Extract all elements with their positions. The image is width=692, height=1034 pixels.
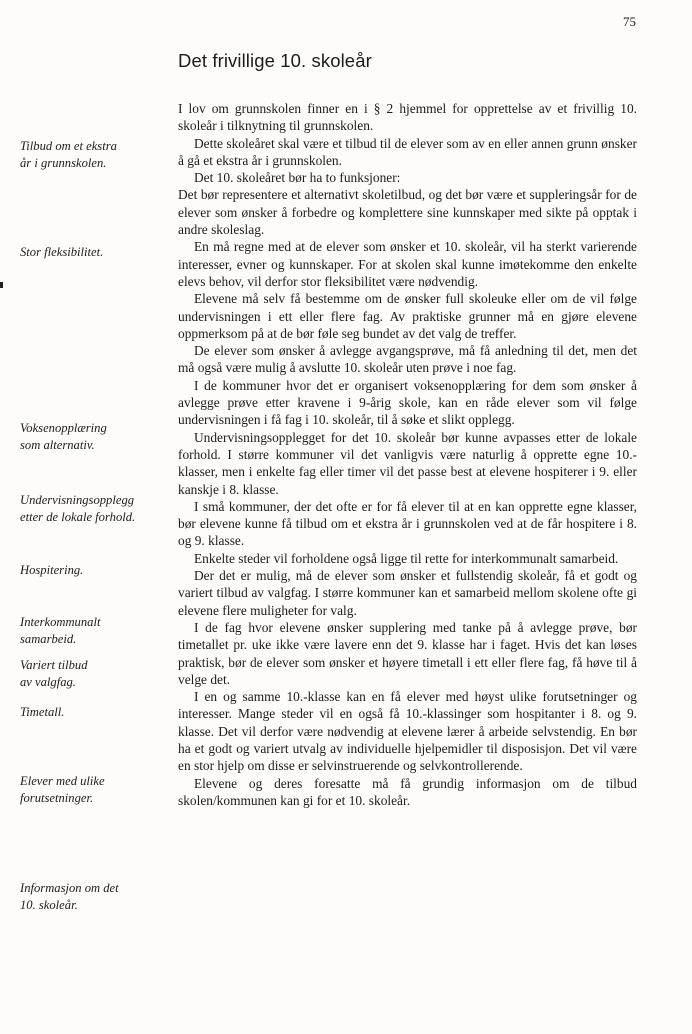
- paragraph: En må regne med at de elever som ønsker et 10. skoleår, vil ha sterkt varierende interesser, evner og kunnskaper. For at skolen skal kunne imøtekomme den enkelte elevs behov, vil derfor stor fleksibilitet være nødvendig.: [178, 239, 637, 289]
- margin-note-line: Interkommunalt: [20, 615, 101, 629]
- margin-note-line: Tilbud om et ekstra: [20, 139, 117, 153]
- paragraph: I små kommuner, der det ofte er for få elever til at en kan opprette egne klasser, bør elevene kunne få tilbud om et ekstra år i grunnskolen ved at de får hospitere i 8. og 9. klasse.: [178, 498, 637, 549]
- margin-note-forutsetninger: [20, 773, 170, 808]
- margin-note-undervisningsopplegg: [20, 492, 170, 527]
- paragraph: De elever som ønsker å avlegge avgangsprøve, må få anledning til det, men det må også være mulig å avslutte 10. skoleår uten prøve i noe fag.: [178, 343, 637, 376]
- margin-note-line: som alternativ.: [20, 438, 95, 453]
- margin-note-line: av valgfag.: [20, 675, 76, 690]
- paragraph: Enkelte steder vil forholdene også ligge til rette for interkommunalt samarbeid.: [194, 550, 619, 566]
- margin-note-informasjon: [20, 880, 170, 915]
- margin-note-line: Hospitering.: [20, 563, 84, 577]
- margin-note-line: Informasjon om det: [20, 881, 119, 895]
- paragraph: I lov om grunnskolen finner en i § 2 hjemmel for opprettelse av et frivillig 10. skoleår i tilknytning til grunnskolen.: [178, 101, 637, 134]
- paragraph: I en og samme 10.-klasse kan en få elever med høyst ulike forutsetninger og interesser. Mange steder vil en også få 10.-klassinger som hospitanter i 8. og 9. klasse. Det vil derfor være nødvendig at elevene lærer å arbeide selvstendig. En bør ha et godt og variert utvalg av individuelle hjelpemidler til disposisjon. Det vil være en stor hjelp om disse er selvinstruerende og selvkontrollerende.: [178, 689, 637, 774]
- paragraph: Undervisningsopplegget for det 10. skoleår bør kunne avpasses etter de lokale forhold. I større kommuner vil det vanligvis være naturlig å opprette egne 10.-klasser, men i enkelte fag eller timer vil det passe best at elevene hospiterer i 9. eller kanskje i 8. klasse.: [178, 429, 637, 497]
- page-number: 75: [623, 14, 636, 29]
- margin-note-variert: [20, 657, 170, 692]
- paragraph: Elevene må selv få bestemme om de ønsker full skoleuke eller om de vil følge undervisningen i ett eller flere fag. Av praktiske grunner må en gjøre elevene oppmerksom på at de bør føle seg bundet av det valg de treffer.: [178, 291, 637, 341]
- paragraph: I de kommuner hvor det er organisert voksenopplæring for dem som ønsker å avlegge prøve etter kravene i 9-årig skole, kan en råde elever som vil følge undervisningen i få fag i 10. skoleår, til å søke et slikt opplegg.: [178, 377, 637, 428]
- margin-note-voksenopplaering: [20, 420, 170, 455]
- margin-note-line: Undervisningsopplegg: [20, 493, 135, 507]
- margin-note-interkommunalt: [20, 614, 170, 649]
- margin-note-line: Variert tilbud: [20, 658, 88, 672]
- paragraph: Der det er mulig, må de elever som ønsker et fullstendig skoleår, få et godt og variert tilbud av valgfag. I større kommuner kan et samarbeid mellom skolene ofte gi elevene flere muligheter for valg.: [178, 568, 637, 618]
- margin-note-hospitering: [20, 562, 170, 579]
- margin-note-line: Timetall.: [20, 705, 65, 719]
- margin-note-line: samarbeid.: [20, 632, 77, 647]
- body-text: [178, 100, 637, 809]
- margin-note-fleksibilitet: [20, 244, 170, 261]
- paragraph: Det bør representere et alternativt skoletilbud, og det bør være et suppleringsår for de elever som ønsker å forbedre og komplettere sine kunnskaper med sikte på opptak i andre skoleslag.: [178, 187, 637, 238]
- margin-note-ekstra: [20, 138, 170, 173]
- margin-note-timetall: [20, 704, 170, 721]
- margin-note-line: år i grunnskolen.: [20, 156, 107, 171]
- paragraph: Elevene og deres foresatte må få grundig informasjon om de tilbud skolen/kommunen kan gi for et 10. skoleår.: [178, 775, 637, 808]
- margin-note-line: etter de lokale forhold.: [20, 510, 136, 525]
- margin-note-line: forutsetninger.: [20, 791, 94, 806]
- margin-note-line: Stor fleksibilitet.: [20, 245, 104, 259]
- scan-mark: [0, 282, 3, 288]
- margin-note-line: 10. skoleår.: [20, 898, 78, 913]
- paragraph: Det 10. skoleåret bør ha to funksjoner:: [194, 170, 401, 186]
- margin-note-line: Elever med ulike: [20, 774, 105, 788]
- page-title: Det frivillige 10. skoleår: [178, 50, 372, 71]
- margin-note-line: Voksenopplæring: [20, 421, 107, 435]
- paragraph: I de fag hvor elevene ønsker supplering med tanke på å avlegge prøve, bør timetallet pr. uke ikke være lavere enn det 9. klasse har i faget. Hvis det kan løses praktisk, bør de elever som ønsker et høyere timetall i ett eller flere fag, få høve til å velge det.: [178, 619, 637, 687]
- paragraph: Dette skoleåret skal være et tilbud til de elever som av en eller annen grunn ønsker å gå et ekstra år i grunnskolen.: [178, 135, 637, 168]
